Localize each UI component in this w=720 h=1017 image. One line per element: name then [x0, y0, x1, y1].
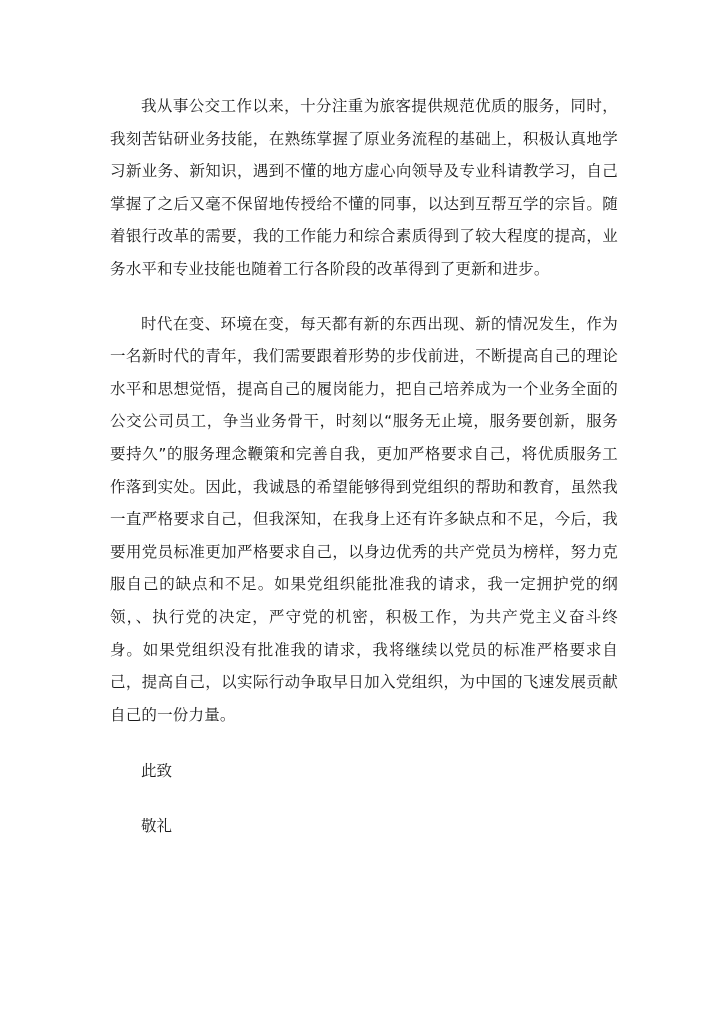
paragraph-application-statement: 时代在变、环境在变，每天都有新的东西出现、新的情况发生，作为一名新时代的青年，我们需要跟着形势的步伐前进，不断提高自己的理论水平和思想觉悟，提高自己的履岗能力，把自己培养成为一个业务全面的公交公司员工，争当业务骨干，时刻以“服务无止境，服务要创新，服务要持久”的服务理念鞭策和完善自我，更加严格要求自己，将优质服务工作落到实处。因此，我诚恳的希望能够得到党组织的帮助和教育，虽然我一直严格要求自己，但我深知，在我身上还有许多缺点和不足，今后，我要用党员标准更加严格要求自己，以身边优秀的共产党员为榜样，努力克服自己的缺点和不足。如果党组织能批准我的请求，我一定拥护党的纲领，、执行党的决定，严守党的机密，积极工作，为共产党主义奋斗终身。如果党组织没有批准我的请求，我将继续以党员的标准严格要求自己，提高自己，以实际行动争取早日加入党组织，为中国的飞速发展贡献自己的一份力量。	[110, 314, 618, 724]
closing-salutation: 此致	[141, 762, 173, 781]
paragraph-work-experience: 我从事公交工作以来，十分注重为旅客提供规范优质的服务，同时，我刻苦钻研业务技能，在熟练掌握了原业务流程的基础上，积极认真地学习新业务、新知识，遇到不懂的地方虚心向领导及专业科请教学习，自己掌握了之后又毫不保留地传授给不懂的同事，以达到互帮互学的宗旨。随着银行改革的需要，我的工作能力和综合素质得到了较大程度的提高，业务水平和专业技能也随着工行各阶段的改革得到了更新和进步。	[110, 97, 618, 278]
closing-regards: 敬礼	[141, 817, 173, 836]
document-body	[110, 90, 618, 842]
